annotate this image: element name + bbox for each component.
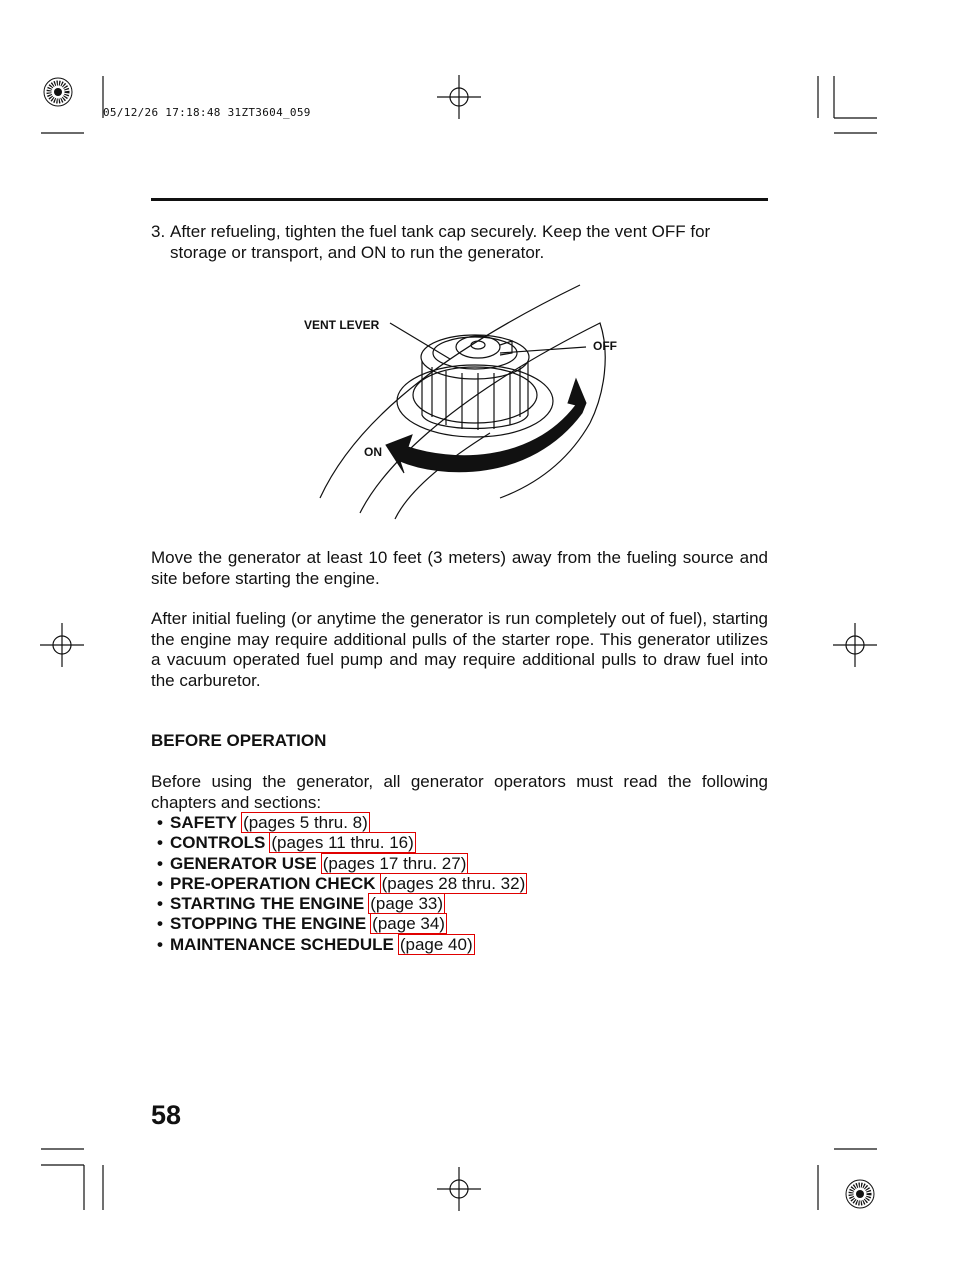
list-item: • STARTING THE ENGINE (page 33) <box>157 894 444 914</box>
registration-mark-top <box>437 75 481 119</box>
registration-mark-bottom <box>437 1167 481 1211</box>
section-intro: Before using the generator, all generator operators must read the following chapters and sections: <box>151 772 768 812</box>
fuel-cap-illustration <box>300 283 630 523</box>
page-link[interactable]: (pages 5 thru. 8) <box>243 813 368 832</box>
starburst-mark-top-left <box>44 78 72 106</box>
registration-mark-left <box>40 623 84 667</box>
paragraph-move-generator: Move the generator at least 10 feet (3 meters) away from the fueling source and site before starting the engine. <box>151 548 768 588</box>
page-link[interactable]: (pages 11 thru. 16) <box>271 833 414 853</box>
list-item: • MAINTENANCE SCHEDULE (page 40) <box>157 934 473 954</box>
required-reading-list <box>157 813 527 955</box>
page-number: 58 <box>151 1100 182 1130</box>
header-rule <box>151 198 768 201</box>
print-stamp: 05/12/26 17:18:48 31ZT3604_059 <box>103 106 311 119</box>
off-label: OFF <box>593 339 617 353</box>
page-link[interactable]: (pages 17 thru. 27) <box>322 853 467 873</box>
list-item: • SAFETY (pages 5 thru. 8) <box>157 813 368 832</box>
step-text: After refueling, tighten the fuel tank cap securely. Keep the vent OFF for storage or transport, and ON to run the generator. <box>170 222 711 262</box>
section-heading: BEFORE OPERATION <box>151 731 327 750</box>
step-number: 3. <box>151 222 166 241</box>
list-item: • STOPPING THE ENGINE (page 34) <box>157 914 445 934</box>
list-item: • CONTROLS (pages 11 thru. 16) <box>157 833 414 853</box>
paragraph-initial-fueling: After initial fueling (or anytime the generator is run completely out of fuel), starting the engine may require additional pulls of the starter rope. This generator utilizes a vacuum operated fuel pump and may require additional pulls to draw fuel into the carburetor. <box>151 609 768 690</box>
starburst-mark-bottom-right <box>846 1180 874 1208</box>
vent-lever-label: VENT LEVER <box>304 318 380 332</box>
on-label: ON <box>364 445 382 459</box>
list-item: • PRE-OPERATION CHECK (pages 28 thru. 32) <box>157 873 526 893</box>
registration-mark-right <box>833 623 877 667</box>
page-link[interactable]: (page 40) <box>399 934 473 954</box>
list-item: • GENERATOR USE (pages 17 thru. 27) <box>157 853 467 873</box>
page-link[interactable]: (page 33) <box>370 894 444 914</box>
page-link[interactable]: (pages 28 thru. 32) <box>381 873 526 893</box>
page-link[interactable]: (page 34) <box>372 914 445 934</box>
step-3 <box>151 222 768 263</box>
